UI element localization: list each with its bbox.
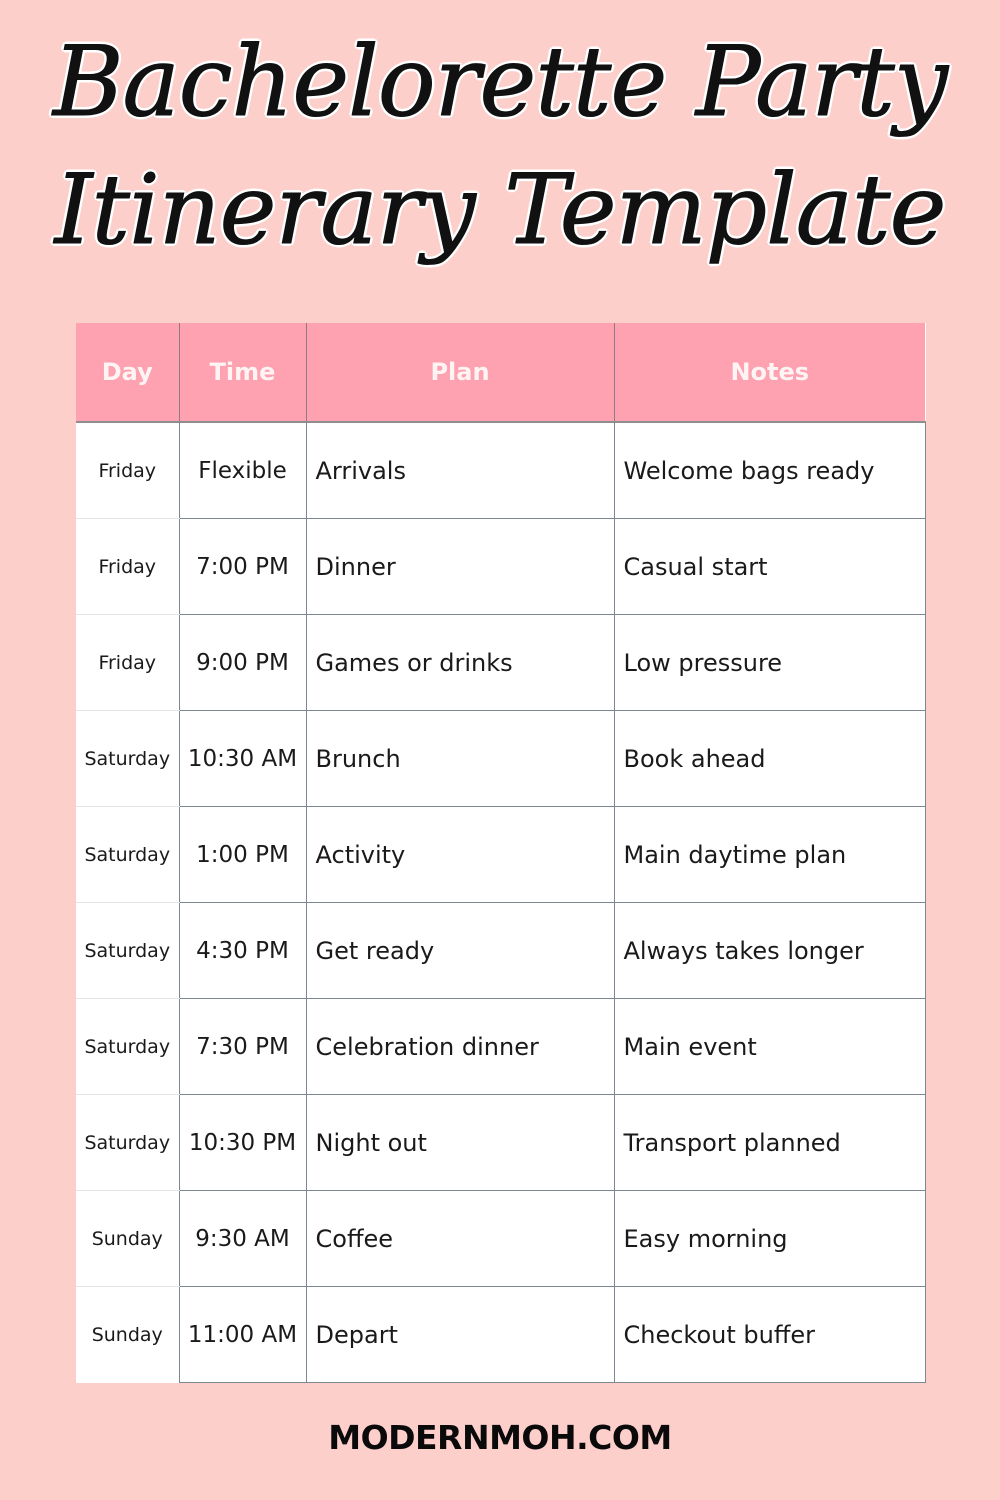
cell-plan: Dinner bbox=[306, 519, 614, 615]
cell-plan: Coffee bbox=[306, 1191, 614, 1287]
cell-time: 4:30 PM bbox=[179, 903, 306, 999]
cell-day: Saturday bbox=[76, 903, 179, 999]
header-notes: Notes bbox=[614, 323, 925, 422]
table-row bbox=[76, 1287, 925, 1383]
itinerary-table bbox=[76, 323, 926, 1383]
cell-notes: Checkout buffer bbox=[614, 1287, 925, 1383]
cell-plan: Depart bbox=[306, 1287, 614, 1383]
table-row bbox=[76, 519, 925, 615]
cell-time: 9:00 PM bbox=[179, 615, 306, 711]
cell-notes: Welcome bags ready bbox=[614, 422, 925, 519]
table-row bbox=[76, 999, 925, 1095]
cell-day: Sunday bbox=[76, 1191, 179, 1287]
cell-time: 1:00 PM bbox=[179, 807, 306, 903]
cell-time: 7:30 PM bbox=[179, 999, 306, 1095]
cell-day: Friday bbox=[76, 519, 179, 615]
title-line-1: Bachelorette Party bbox=[52, 26, 948, 138]
cell-notes: Main daytime plan bbox=[614, 807, 925, 903]
header-day: Day bbox=[76, 323, 179, 422]
cell-notes: Book ahead bbox=[614, 711, 925, 807]
cell-time: Flexible bbox=[179, 422, 306, 519]
title-line-2: Itinerary Template bbox=[54, 154, 946, 266]
header-time: Time bbox=[179, 323, 306, 422]
cell-day: Saturday bbox=[76, 807, 179, 903]
table-row bbox=[76, 615, 925, 711]
table-row bbox=[76, 1191, 925, 1287]
cell-time: 7:00 PM bbox=[179, 519, 306, 615]
cell-notes: Easy morning bbox=[614, 1191, 925, 1287]
table-row bbox=[76, 422, 925, 519]
cell-plan: Celebration dinner bbox=[306, 999, 614, 1095]
page-title bbox=[0, 18, 1000, 274]
table-header-row bbox=[76, 323, 925, 422]
cell-time: 10:30 PM bbox=[179, 1095, 306, 1191]
site-footer-url: MODERNMOH.COM bbox=[328, 1418, 672, 1457]
cell-time: 10:30 AM bbox=[179, 711, 306, 807]
table-row bbox=[76, 1095, 925, 1191]
cell-notes: Always takes longer bbox=[614, 903, 925, 999]
cell-day: Friday bbox=[76, 615, 179, 711]
cell-notes: Casual start bbox=[614, 519, 925, 615]
cell-plan: Arrivals bbox=[306, 422, 614, 519]
cell-day: Sunday bbox=[91, 1323, 163, 1346]
cell-time: 11:00 AM bbox=[179, 1287, 306, 1383]
cell-notes: Main event bbox=[614, 999, 925, 1095]
cell-day: Saturday bbox=[76, 999, 179, 1095]
cell-day: Friday bbox=[76, 422, 179, 519]
itinerary-table-container bbox=[76, 323, 925, 1383]
cell-day: Saturday bbox=[76, 711, 179, 807]
cell-time: 9:30 AM bbox=[179, 1191, 306, 1287]
cell-plan: Games or drinks bbox=[306, 615, 614, 711]
cell-plan: Activity bbox=[306, 807, 614, 903]
cell-day: Saturday bbox=[76, 1095, 179, 1191]
table-row bbox=[76, 711, 925, 807]
cell-notes: Transport planned bbox=[614, 1095, 925, 1191]
header-plan: Plan bbox=[306, 323, 614, 422]
cell-plan: Get ready bbox=[306, 903, 614, 999]
table-row bbox=[76, 903, 925, 999]
cell-notes: Low pressure bbox=[614, 615, 925, 711]
table-row bbox=[76, 807, 925, 903]
cell-plan: Brunch bbox=[306, 711, 614, 807]
cell-plan: Night out bbox=[306, 1095, 614, 1191]
